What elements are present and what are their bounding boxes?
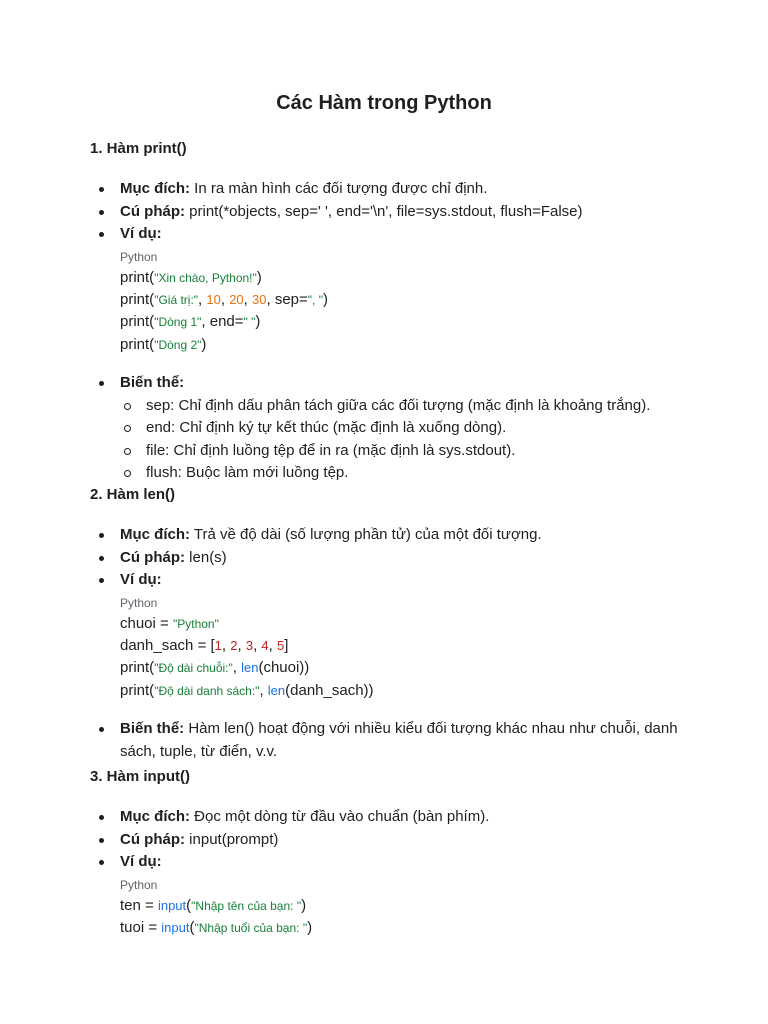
syntax-text: len(s) (189, 548, 227, 566)
code-string: "Nhập tên của bạn: " (191, 898, 302, 913)
list-item (90, 524, 710, 547)
purpose-text: Trả về độ dài (số lượng phần tử) của một đối tượng. (193, 526, 542, 543)
code-string: ", " (307, 292, 323, 307)
section-heading: 2. Hàm len() (90, 486, 176, 503)
code-string: "Giá trị:" (154, 292, 199, 307)
section-len (90, 485, 710, 763)
list-item (90, 547, 710, 570)
syntax-text: input(prompt) (189, 830, 279, 848)
code-line: danh_sach = [1, 2, 3, 4, 5] (120, 636, 289, 654)
code-line: chuoi = "Python" (120, 614, 219, 632)
code-builtin: input (157, 897, 187, 913)
code-line: print("Dòng 1", end=" ") (120, 313, 261, 331)
sub-list-item: file: Chỉ định luồng tệp để in ra (mặc định là sys.stdout). (120, 440, 710, 463)
example-label: Ví dụ: (120, 853, 162, 870)
example-label: Ví dụ: (120, 571, 162, 588)
section-heading: 3. Hàm input() (90, 768, 190, 785)
bullet-list (90, 178, 710, 356)
list-item (90, 201, 710, 224)
list-item (90, 372, 710, 485)
section-print (90, 139, 710, 485)
code-number: 10 (206, 291, 221, 307)
code-line: print("Độ dài danh sách:", len(danh_sach)) (120, 681, 374, 699)
purpose-text: In ra màn hình các đối tượng được chỉ định. (194, 180, 488, 197)
code-string: "Dòng 1" (154, 315, 202, 330)
code-line: print("Độ dài chuỗi:", len(chuoi)) (120, 659, 310, 677)
sub-list (120, 395, 710, 485)
code-line: print("Dòng 2") (120, 335, 207, 353)
syntax-label: Cú pháp: (120, 830, 185, 848)
code-number: 20 (229, 291, 244, 307)
code-builtin: len (241, 660, 259, 676)
purpose-label: Mục đích: (120, 808, 190, 825)
syntax-text: print(*objects, sep=' ', end='\n', file=sys.stdout, flush=False) (189, 202, 583, 220)
code-string: "Độ dài danh sách:" (154, 683, 260, 698)
example-label: Ví dụ: (120, 225, 162, 242)
code-string: " " (243, 315, 256, 330)
code-language-label: Python (120, 877, 158, 892)
bullet-list (90, 806, 710, 939)
syntax-label: Cú pháp: (120, 202, 185, 220)
purpose-label: Mục đích: (120, 180, 190, 197)
variant-label: Biến thể: (120, 720, 185, 738)
list-item (90, 829, 710, 852)
code-number: 2 (230, 637, 238, 653)
purpose-label: Mục đích: (120, 526, 190, 543)
code-string: "Python" (172, 616, 219, 631)
code-block (120, 267, 710, 357)
list-item (90, 718, 710, 763)
list-item (90, 569, 710, 702)
code-string: "Xin chào, Python!" (154, 270, 257, 285)
code-block (120, 613, 710, 703)
code-string: "Nhập tuổi của bạn: " (194, 920, 308, 935)
sub-list-item: sep: Chỉ định dấu phân tách giữa các đối tượng (mặc định là khoảng trắng). (120, 395, 710, 418)
list-item (90, 806, 710, 829)
variant-label: Biến thể: (120, 374, 185, 392)
variant-text: Hàm len() hoạt động với nhiều kiểu đối tượng khác nhau như chuỗi, danh sách, tuple, từ điển, v.v. (120, 720, 678, 760)
code-line: print("Xin chào, Python!") (120, 268, 262, 286)
list-item (90, 178, 710, 201)
bullet-list (90, 718, 710, 763)
page-title: Các Hàm trong Python (276, 92, 492, 114)
code-builtin: input (161, 919, 190, 935)
code-builtin: len (267, 682, 286, 698)
code-line: ten = input("Nhập tên của bạn: ") (120, 896, 307, 914)
code-number: 4 (261, 637, 269, 653)
code-number: 30 (252, 291, 267, 307)
purpose-text: Đọc một dòng từ đầu vào chuẩn (bàn phím). (194, 808, 490, 825)
sub-list-item: flush: Buộc làm mới luồng tệp. (120, 462, 710, 485)
code-number: 5 (276, 637, 285, 653)
section-input (90, 767, 710, 939)
section-heading: 1. Hàm print() (90, 140, 187, 157)
sub-list-item: end: Chỉ định ký tự kết thúc (mặc định là xuống dòng). (120, 417, 710, 440)
code-line: print("Giá trị:", 10, 20, 30, sep=", ") (120, 290, 328, 308)
syntax-label: Cú pháp: (120, 548, 185, 566)
list-item (90, 851, 710, 939)
bullet-list (90, 524, 710, 702)
list-item (90, 223, 710, 356)
code-language-label: Python (120, 595, 158, 610)
code-line: tuoi = input("Nhập tuổi của bạn: ") (120, 918, 313, 936)
code-number: 3 (245, 637, 254, 653)
code-number: 1 (214, 637, 222, 653)
code-block (120, 895, 710, 940)
code-string: "Dòng 2" (154, 337, 202, 352)
code-string: "Độ dài chuỗi:" (154, 661, 233, 676)
bullet-list (90, 372, 710, 485)
code-language-label: Python (120, 249, 158, 264)
